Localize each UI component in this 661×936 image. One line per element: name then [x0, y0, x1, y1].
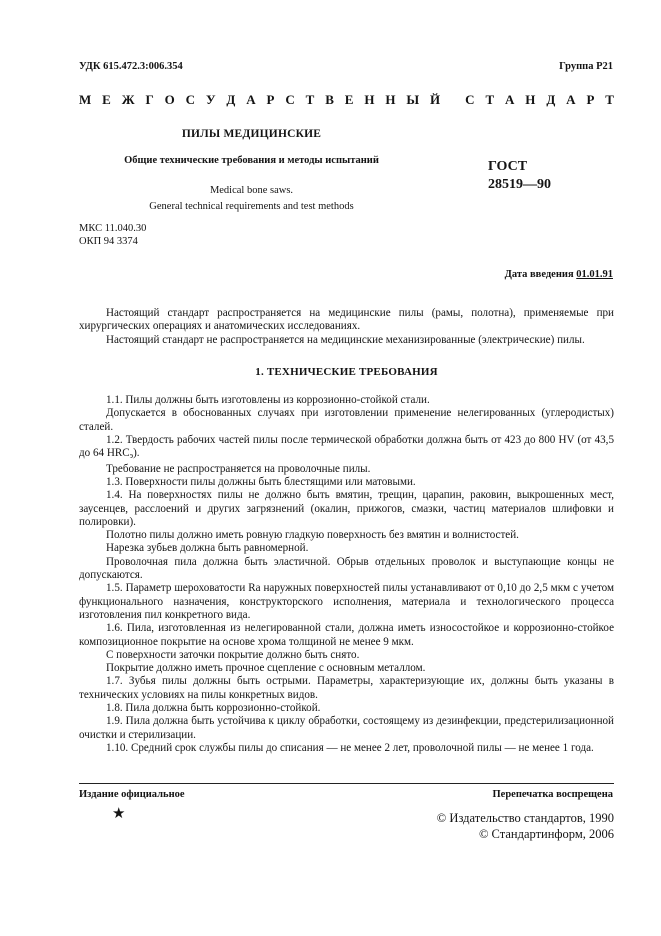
clause-paragraph: 1.6. Пила, изготовленная из нелегированной стали, должна иметь износостойкое и коррозионно-стойкое композиционное покрытие на основе хрома толщиной не менее 9 мкм. — [79, 622, 614, 648]
interstate-letter: Т — [605, 92, 614, 107]
interstate-letter: С — [185, 92, 196, 107]
interstate-standard-heading — [79, 92, 614, 108]
clause-paragraph: С поверхности заточки покрытие должно быть снято. — [106, 648, 360, 661]
clause-paragraph: 1.10. Средний срок службы пилы до списания — не менее 2 лет, проволочной пилы — не менее 1 года. — [106, 741, 594, 754]
interstate-letter: Й — [430, 92, 441, 107]
interstate-letter: А — [566, 92, 576, 107]
udk-code: УДК 615.472.3:006.354 — [79, 61, 183, 72]
gost-number: 28519—90 — [488, 177, 551, 192]
official-edition-note: Издание официальное — [79, 789, 185, 800]
english-title-line-2: General technical requirements and test methods — [149, 201, 354, 212]
introduction-date-label: Дата введения — [504, 269, 577, 280]
intro-paragraph-2: Настоящий стандарт не распространяется на медицинские механизированные (электрические) пилы. — [106, 333, 585, 346]
clause-paragraph: Проволочная пила должна быть эластичной. Обрыв отдельных проволок и выступающие концы не допускаются. — [79, 555, 614, 582]
interstate-letter — [451, 92, 454, 108]
copyright-line-1: © Издательство стандартов, 1990 — [436, 811, 614, 825]
interstate-letter: О — [164, 92, 175, 107]
clause-paragraph: Полотно пилы должно иметь ровную гладкую поверхность без вмятин и волнистостей. — [106, 529, 519, 542]
clause-paragraph: Требование не распространяется на проволочные пилы. — [106, 462, 371, 475]
interstate-letter: Е — [344, 92, 354, 107]
clause-paragraph: 1.8. Пила должна быть коррозионно-стойкой. — [106, 702, 321, 715]
interstate-letter: Р — [266, 92, 275, 107]
introduction-date-value: 01.01.91 — [576, 269, 613, 280]
classification-codes — [79, 222, 146, 248]
document-title: ПИЛЫ МЕДИЦИНСКИЕ — [181, 128, 322, 140]
clause-paragraph: Допускается в обоснованных случаях при изготовлении применение нелегированных (углеродистых) сталей. — [79, 407, 614, 433]
interstate-letter: С — [285, 92, 295, 107]
document-body — [79, 307, 614, 755]
interstate-letter: Т — [485, 92, 495, 107]
interstate-letter: А — [246, 92, 256, 107]
interstate-letter: Ж — [121, 92, 135, 107]
mks-code: МКС 11.040.30 — [79, 223, 147, 234]
interstate-letter: Н — [385, 92, 396, 107]
footer-divider — [79, 783, 614, 784]
okp-code: ОКП 94 3374 — [79, 236, 138, 247]
document-subtitle: Общие технические требования и методы испытаний — [124, 155, 379, 166]
star-icon: ★ — [112, 806, 126, 822]
interstate-letter: А — [505, 92, 515, 107]
clause-paragraph: 1.7. Зубья пилы должны быть острыми. Параметры, характеризующие их, должны быть указаны в технических условиях на пилы конкретных видов. — [79, 675, 614, 701]
interstate-letter: С — [465, 92, 475, 107]
clause-paragraph: 1.5. Параметр шероховатости Ra наружных поверхностей пилы устанавливают от 0,10 до 2,5 мкм с учетом функционального назначения, конструкторского исполнения, материала и технологического процесса изготовления пил конкретного вида. — [79, 582, 614, 621]
interstate-letter: Ы — [406, 92, 420, 107]
interstate-letter: М — [79, 92, 92, 107]
english-title — [79, 183, 424, 215]
reprint-prohibited-note: Перепечатка воспрещена — [492, 789, 613, 800]
introduction-date — [505, 269, 613, 280]
interstate-letter: Н — [525, 92, 536, 107]
section-1-heading: 1. ТЕХНИЧЕСКИЕ ТРЕБОВАНИЯ — [255, 365, 438, 378]
gost-label: ГОСТ — [488, 159, 528, 174]
clause-paragraph: 1.9. Пила должна быть устойчива к циклу обработки, состоящему из дезинфекции, предстерилизационной очистки и стерилизации. — [79, 715, 614, 741]
clause-paragraph: Покрытие должно иметь прочное сцепление с основным металлом. — [106, 662, 426, 675]
interstate-letter: Т — [305, 92, 315, 107]
clause-paragraph: 1.1. Пилы должны быть изготовлены из коррозионно-стойкой стали. — [106, 394, 430, 407]
hardness-tail: ). — [133, 447, 140, 460]
gost-designation — [488, 158, 551, 194]
intro-paragraph-1: Настоящий стандарт распространяется на медицинские пилы (рамы, полотна), применяемые при хирургических операциях и анатомических исследованиях. — [79, 307, 614, 333]
interstate-letter: Д — [546, 92, 556, 107]
interstate-letter: Е — [102, 92, 111, 107]
interstate-letter: У — [205, 92, 216, 107]
clause-paragraph: 1.4. На поверхностях пилы не должно быть вмятин, трещин, царапин, раковин, выкрошенных мест, заусенцев, расслоений и других загрязнений (окалин, прижогов, смазки, частиц материалов шлифовки и полировки). — [79, 489, 614, 528]
interstate-letter: Н — [364, 92, 375, 107]
interstate-letter: Г — [145, 92, 154, 107]
hardness-text: 1.2. Твердость рабочих частей пилы после термической обработки должна быть от 423 до 800 HV (от 43,5 до 64 HRC — [79, 434, 614, 460]
clause-paragraph: 1.3. Поверхности пилы должны быть блестящими или матовыми. — [106, 475, 416, 488]
interstate-letter: Р — [586, 92, 595, 107]
clause-paragraph-hardness — [79, 434, 614, 463]
interstate-letter: Д — [226, 92, 236, 107]
group-code: Группа Р21 — [559, 61, 613, 72]
english-title-line-1: Medical bone saws. — [209, 185, 294, 196]
interstate-letter: В — [325, 92, 334, 107]
hrc-subscript: э — [129, 451, 134, 461]
copyright-line-2: © Стандартинформ, 2006 — [478, 827, 614, 841]
clause-paragraph: Нарезка зубьев должна быть равномерной. — [106, 542, 309, 555]
